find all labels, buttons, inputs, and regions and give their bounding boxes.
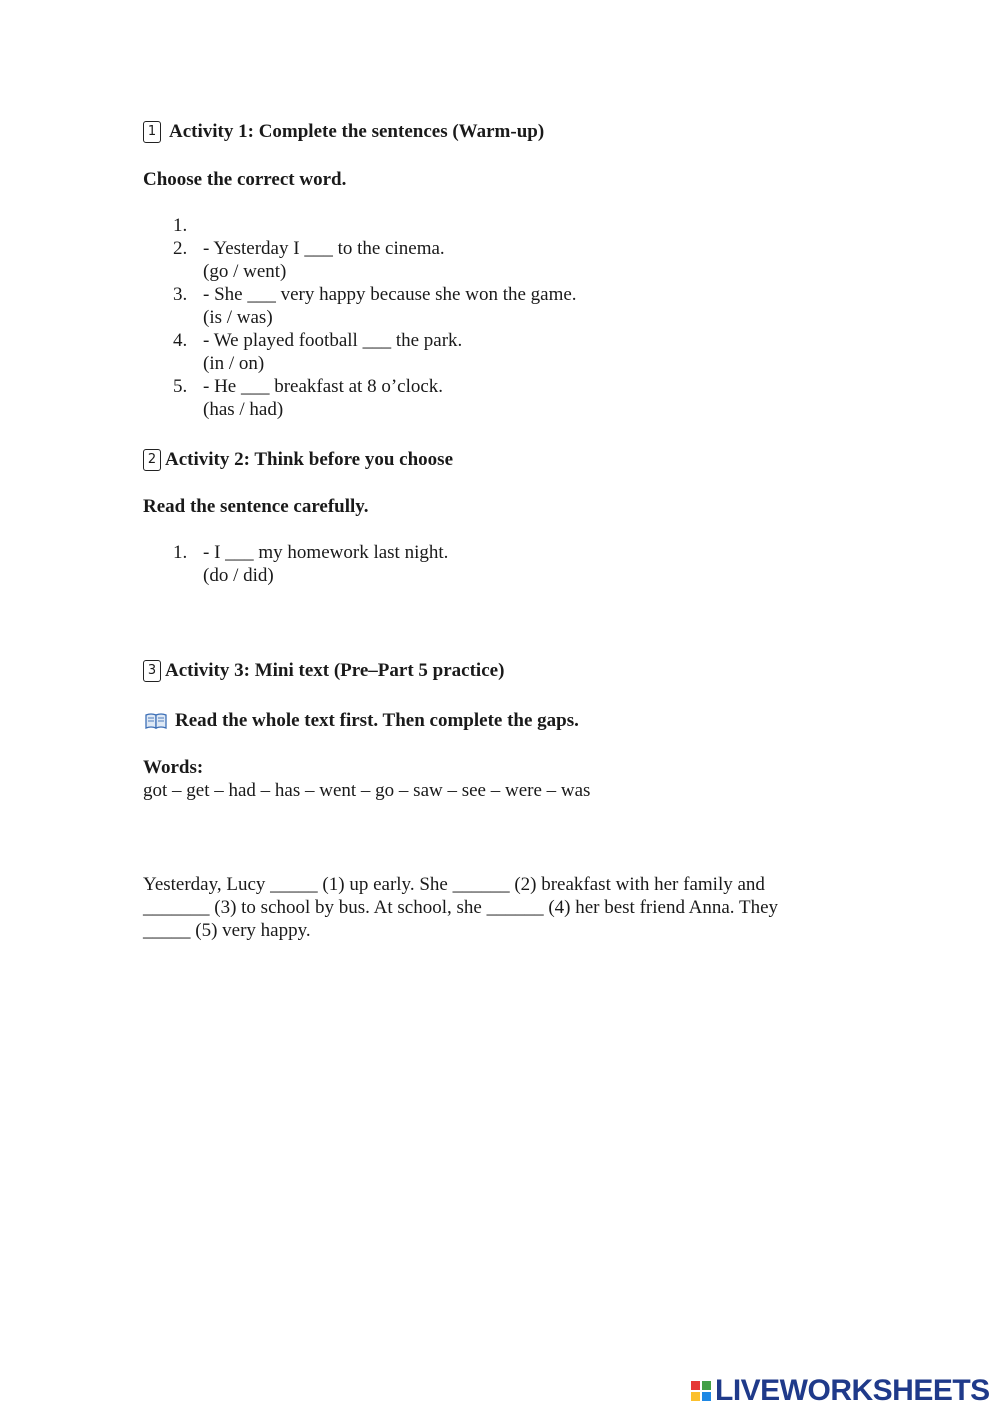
item-body — [203, 283, 773, 329]
activity-1-heading — [143, 120, 544, 143]
list-item — [173, 375, 773, 421]
item-options: (is / was) — [203, 307, 273, 328]
activity-2-list — [173, 541, 773, 587]
item-body — [203, 375, 773, 421]
list-item — [173, 329, 773, 375]
list-item — [173, 237, 773, 283]
activity-1-instruction: Choose the correct word. — [143, 169, 347, 190]
item-number: 2. — [173, 238, 188, 259]
gap-fill-line: _____ (5) very happy. — [143, 920, 311, 941]
activity-2-title: Activity 2: Think before you choose — [165, 449, 453, 470]
gap-fill-line: Yesterday, Lucy _____ (1) up early. She ______ (2) breakfast with her family and — [143, 874, 765, 895]
word-bank: got – get – had – has – went – go – saw – see – were – was — [143, 780, 591, 801]
item-body — [203, 541, 773, 587]
activity-1-list — [173, 214, 773, 421]
item-number: 5. — [173, 376, 188, 397]
activity-2-instruction: Read the sentence carefully. — [143, 496, 369, 517]
item-sentence — [203, 214, 773, 237]
item-body — [203, 214, 773, 237]
keycap-number-icon: 2 — [143, 449, 161, 471]
item-sentence: - He ___ breakfast at 8 o’clock. — [203, 376, 444, 397]
activity-3-title: Activity 3: Mini text (Pre–Part 5 practice) — [165, 660, 505, 681]
item-sentence: - She ___ very happy because she won the game. — [203, 284, 577, 305]
item-options: (do / did) — [203, 565, 274, 586]
activity-3-instruction: Read the whole text first. Then complete the gaps. — [175, 710, 579, 731]
gap-fill-text — [143, 873, 843, 942]
liveworksheets-logo — [691, 1376, 990, 1406]
keycap-number-icon: 1 — [143, 121, 161, 143]
logo-mark-icon — [691, 1381, 711, 1401]
item-number: 1. — [173, 215, 188, 236]
activity-3-instruction-row — [145, 709, 579, 732]
item-sentence: - Yesterday I ___ to the cinema. — [203, 238, 445, 259]
logo-square — [691, 1381, 700, 1390]
activity-3-heading — [143, 659, 504, 682]
item-number: 4. — [173, 330, 188, 351]
logo-square — [702, 1392, 711, 1401]
item-number: 1. — [173, 542, 188, 563]
gap-fill-line: _______ (3) to school by bus. At school, she ______ (4) her best friend Anna. They — [143, 897, 779, 918]
item-sentence: - We played football ___ the park. — [203, 330, 463, 351]
item-body — [203, 237, 773, 283]
keycap-number-icon: 3 — [143, 660, 161, 682]
logo-square — [702, 1381, 711, 1390]
open-book-icon — [145, 712, 167, 730]
item-options: (has / had) — [203, 399, 284, 420]
list-item — [173, 214, 773, 237]
item-number: 3. — [173, 284, 188, 305]
list-item — [173, 283, 773, 329]
words-label: Words: — [143, 757, 204, 778]
activity-2-heading — [143, 448, 453, 471]
item-options: (go / went) — [203, 261, 287, 282]
item-sentence: - I ___ my homework last night. — [203, 542, 449, 563]
item-body — [203, 329, 773, 375]
item-options: (in / on) — [203, 353, 265, 374]
activity-1-title: Activity 1: Complete the sentences (Warm-up) — [169, 121, 545, 142]
logo-square — [691, 1392, 700, 1401]
list-item — [173, 541, 773, 587]
logo-text: LIVEWORKSHEETS — [715, 1374, 990, 1407]
